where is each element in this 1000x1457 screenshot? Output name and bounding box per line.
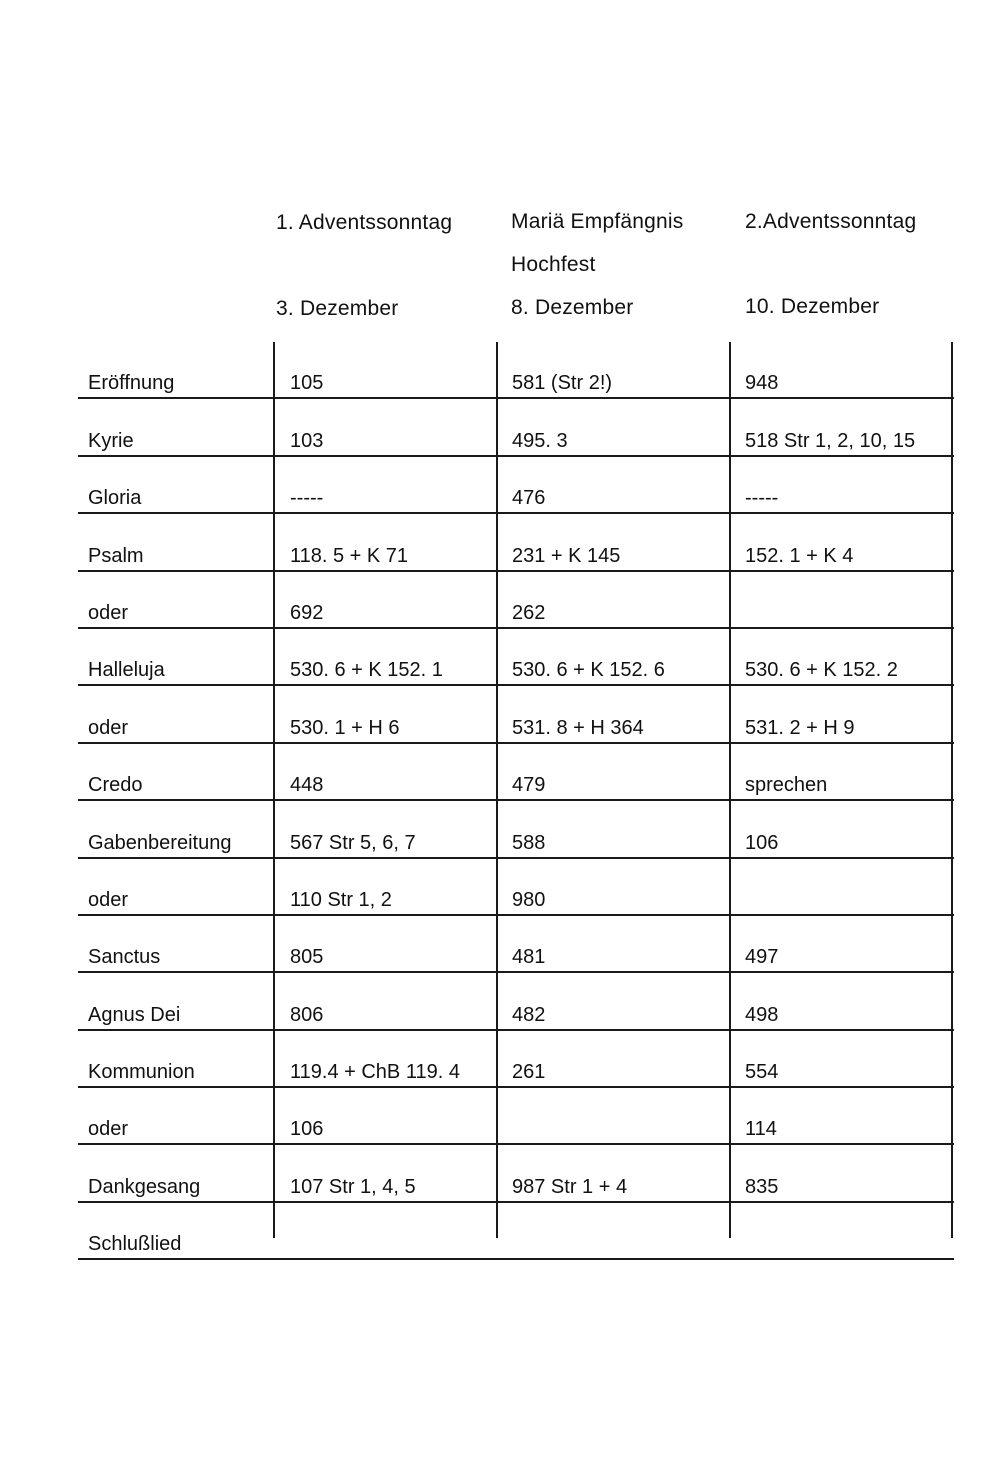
cell-col3: 948	[745, 372, 779, 395]
cell-col3: 114	[745, 1118, 777, 1141]
cell-col2: 261	[512, 1061, 546, 1084]
row-label: oder	[88, 1118, 129, 1141]
table-row	[78, 686, 954, 743]
table-row	[78, 572, 954, 629]
cell-col2: 980	[512, 888, 546, 911]
col2-subtitle: Hochfest	[511, 253, 596, 276]
cell-col1: 105	[290, 372, 324, 395]
cell-col1: 119.4 + ChB 119. 4	[290, 1061, 460, 1084]
cell-col1: 118. 5 + K 71	[290, 544, 409, 567]
row-label: oder	[88, 888, 129, 911]
cell-col1: 107 Str 1, 4, 5	[290, 1175, 416, 1198]
cell-col1: 448	[290, 774, 324, 797]
cell-col2: 231 + K 145	[512, 544, 621, 567]
table-row	[78, 342, 954, 399]
cell-col2: 530. 6 + K 152. 6	[512, 659, 665, 682]
table-row	[78, 973, 954, 1030]
row-label: oder	[88, 601, 129, 624]
row-label: Kommunion	[88, 1061, 195, 1084]
cell-col3: 518 Str 1, 2, 10, 15	[745, 429, 916, 452]
table-row	[78, 514, 954, 571]
row-label: Gloria	[88, 487, 142, 510]
cell-col2: 495. 3	[512, 429, 568, 452]
cell-col3: 106	[745, 831, 779, 854]
row-label: Schlußlied	[88, 1233, 182, 1256]
cell-col1: 103	[290, 429, 324, 452]
cell-col1: 530. 1 + H 6	[290, 716, 400, 739]
cell-col3: sprechen	[745, 774, 828, 797]
table-row	[78, 629, 954, 686]
row-label: Psalm	[88, 544, 144, 567]
row-label: oder	[88, 716, 129, 739]
cell-col2: 581 (Str 2!)	[512, 372, 613, 395]
cell-col1: 110 Str 1, 2	[290, 888, 392, 911]
col2-title: Mariä Empfängnis	[511, 210, 684, 233]
cell-col3: 835	[745, 1175, 779, 1198]
cell-col1: 692	[290, 601, 324, 624]
table-row	[78, 859, 954, 916]
cell-col3: 554	[745, 1061, 779, 1084]
table-row	[78, 1145, 954, 1202]
row-label: Eröffnung	[88, 372, 175, 395]
table-row	[78, 457, 954, 514]
cell-col3: 498	[745, 1003, 779, 1026]
cell-col3: 152. 1 + K 4	[745, 544, 854, 567]
cell-col2: 481	[512, 946, 546, 969]
table-row	[78, 399, 954, 456]
cell-col2: 262	[512, 601, 546, 624]
table-row	[78, 1031, 954, 1088]
cell-col3: 497	[745, 946, 779, 969]
cell-col1: -----	[290, 487, 324, 510]
row-label: Agnus Dei	[88, 1003, 181, 1026]
cell-col1: 805	[290, 946, 324, 969]
col1-title: 1. Adventssonntag	[276, 211, 453, 234]
col2-date: 8. Dezember	[511, 296, 634, 319]
col1-date: 3. Dezember	[276, 297, 399, 320]
row-label: Sanctus	[88, 946, 161, 969]
cell-col2: 479	[512, 774, 546, 797]
cell-col2: 476	[512, 487, 546, 510]
row-label: Gabenbereitung	[88, 831, 232, 854]
table-row	[78, 1088, 954, 1145]
cell-col3: 531. 2 + H 9	[745, 716, 855, 739]
row-label: Kyrie	[88, 429, 134, 452]
col3-date: 10. Dezember	[745, 295, 880, 318]
cell-col3: 530. 6 + K 152. 2	[745, 659, 898, 682]
table-row	[78, 744, 954, 801]
row-label: Halleluja	[88, 659, 165, 682]
col3-title: 2.Adventssonntag	[745, 210, 917, 233]
cell-col3: -----	[745, 487, 779, 510]
table-row	[78, 801, 954, 858]
cell-col2: 531. 8 + H 364	[512, 716, 644, 739]
row-label: Dankgesang	[88, 1175, 201, 1198]
song-schedule-table	[78, 342, 954, 1260]
table-row	[78, 1203, 954, 1260]
cell-col2: 482	[512, 1003, 546, 1026]
cell-col1: 106	[290, 1118, 324, 1141]
row-label: Credo	[88, 774, 143, 797]
cell-col1: 806	[290, 1003, 324, 1026]
cell-col2: 588	[512, 831, 546, 854]
cell-col1: 567 Str 5, 6, 7	[290, 831, 416, 854]
table-row	[78, 916, 954, 973]
cell-col1: 530. 6 + K 152. 1	[290, 659, 443, 682]
cell-col2: 987 Str 1 + 4	[512, 1175, 628, 1198]
